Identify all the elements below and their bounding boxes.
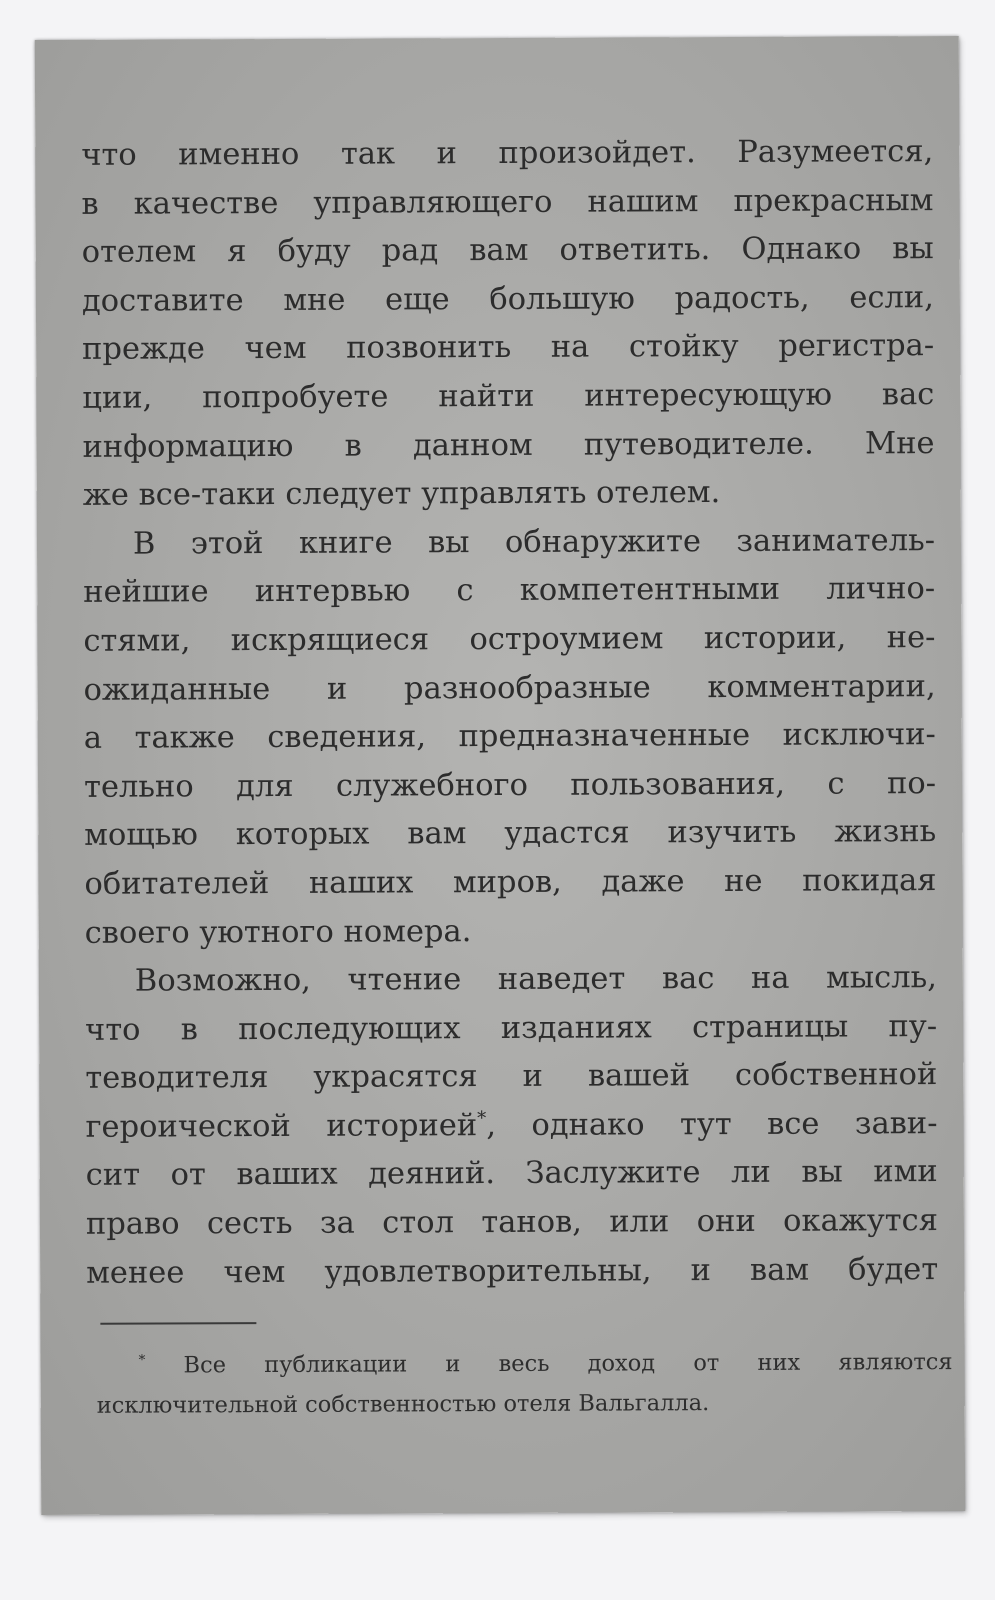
text-line: а также сведения, предназначенные исключи-: [83, 717, 936, 756]
text-line: доставите мне еще большую радость, если,: [81, 279, 934, 319]
text-line: обитателей наших миров, даже не покидая: [84, 863, 937, 902]
text-line: информацию в данном путеводителе. Мне: [82, 425, 935, 465]
paragraph-2: [83, 517, 937, 958]
footnote-reference: *: [477, 1107, 487, 1129]
footnote-line: исключительной собственностью отеля Вальгалла.: [96, 1390, 710, 1419]
text-line: стями, искрящиеся остроумием истории, не-: [83, 620, 936, 659]
footnote: [96, 1342, 952, 1426]
text-fragment: , однако тут все зави-: [486, 1105, 938, 1143]
text-line: прежде чем позвонить на стойку регистра-: [82, 328, 935, 368]
text-line: что в последующих изданиях страницы пу-: [85, 1008, 938, 1048]
text-line: право сесть за стол танов, или они окажутся: [85, 1203, 939, 1242]
text-line: менее чем удовлетворительны, и вам будет: [86, 1251, 939, 1291]
footnote-line: [96, 1342, 952, 1386]
footnote-text: Все публикации и весь доход от них являются: [183, 1349, 953, 1379]
text-line-with-footnote-ref: [85, 1100, 937, 1152]
text-line: в качестве управляющего нашим прекрасным: [81, 182, 934, 222]
text-line: В этой книге вы обнаружите заниматель-: [132, 522, 936, 562]
text-line: теводителя украсятся и вашей собственной: [85, 1057, 938, 1097]
text-line: тельно для служебного пользования, с по-: [83, 765, 937, 805]
text-line: сит от ваших деяний. Заслужите ли вы ими: [85, 1154, 938, 1194]
text-line: нейшие интервью с компетентными лично-: [83, 571, 936, 611]
text-fragment: героической историей: [85, 1107, 478, 1145]
text-line: своего уютного номера.: [84, 913, 472, 951]
page-body: [81, 128, 938, 1298]
paragraph-1: [81, 128, 935, 520]
text-line: Возможно, чтение наведет вас на мысль,: [134, 960, 937, 999]
footnote-divider: [100, 1322, 256, 1325]
text-line: ции, попробуете найти интересующую вас: [82, 377, 935, 416]
text-line: отелем я буду рад вам ответить. Однако вы: [81, 231, 934, 271]
paragraph-3: [85, 954, 938, 1298]
text-line: что именно так и произойдет. Разумеется,: [81, 134, 934, 173]
text-line: же все-таки следует управлять отелем.: [82, 475, 721, 513]
text-line: мощью которых вам удастся изучить жизнь: [84, 814, 937, 854]
footnote-marker: *: [138, 1352, 146, 1369]
text-line: ожиданные и разнообразные комментарии,: [83, 668, 936, 708]
book-page: [35, 36, 965, 1515]
